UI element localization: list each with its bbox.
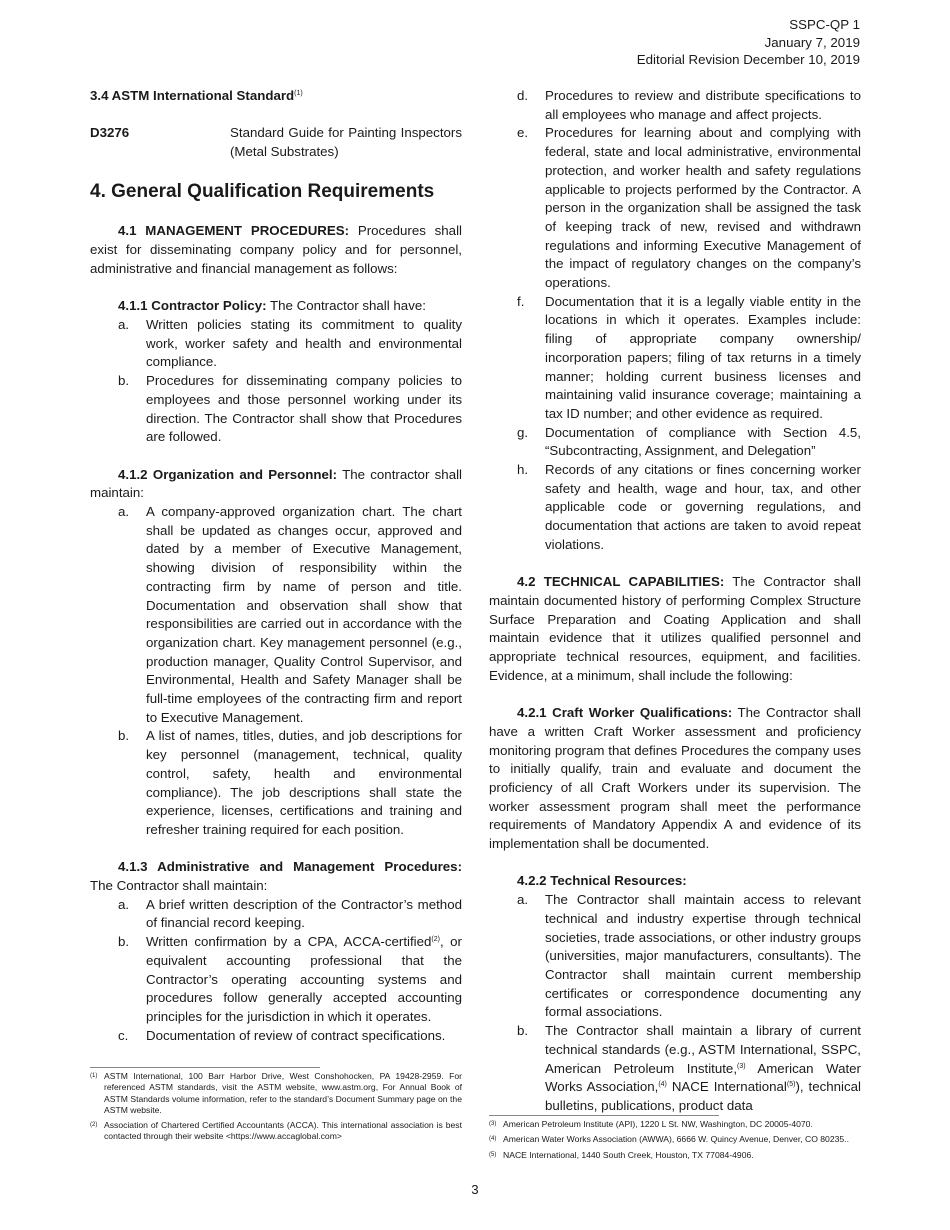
list-item: [489, 424, 861, 461]
list-text: [545, 125, 861, 290]
bold-lead: 4.2.1 Craft Worker Qualifications:: [517, 705, 733, 721]
list-label: e.: [517, 125, 529, 141]
list-text: [146, 1028, 445, 1043]
section-subheading: [90, 87, 462, 106]
list-text: [146, 934, 462, 1024]
body-text: The Contractor shall maintain:: [90, 878, 268, 894]
footnote-ref: (2): [431, 936, 440, 944]
bold-lead: 4.2 TECHNICAL CAPABILITIES:: [517, 574, 725, 590]
page-number: 3: [471, 1182, 479, 1197]
subsection-lead: [90, 297, 462, 316]
list-text: [146, 897, 462, 931]
bold-lead: 4.1.2 Organization and Personnel:: [118, 466, 338, 482]
list-item: [90, 896, 462, 933]
bold-lead: 3.4 ASTM International Standard: [90, 88, 295, 103]
list-label: a.: [517, 892, 529, 908]
list-label: a.: [118, 316, 130, 332]
list-item: [90, 933, 462, 1027]
list-label: b.: [118, 934, 130, 950]
left-column: [90, 87, 462, 1045]
spacer: [489, 555, 861, 574]
list-item: [90, 372, 462, 447]
list-item: [489, 461, 861, 555]
bold-lead: 4.1 MANAGEMENT PROCEDURES:: [118, 223, 350, 239]
footnote-divider: [90, 1067, 320, 1068]
list-item: [90, 503, 462, 727]
footnote-text: American Petroleum Institute (API), 1220 L St. NW, Washington, DC 20005-4070.: [503, 1119, 813, 1129]
subsection-lead: [489, 872, 861, 891]
list-text: [545, 462, 861, 552]
list-label: g.: [517, 424, 529, 440]
footnote-text: American Water Works Association (AWWA), 6666 W. Quincy Avenue, Denver, CO 80235..: [503, 1134, 849, 1145]
body-text: Documentation of review of contract specifications.: [146, 1027, 446, 1043]
body-text: The Contractor shall have a written Craft Worker assessment and proficiency monitoring program that defines Procedures the company uses to initially qualify, train and evaluate and document the proficiency of all Craft Workers under its supervision. The worker assessment program shall meet the performance requirements of Mandatory Appendix A and evidence of its implementation shall be documented.: [489, 705, 861, 852]
body-text: The Contractor shall maintain access to relevant technical and industry expertise through technical societies, trade associations, or other industry groups (universities, major manufacturers, consultants). The Contractor shall maintain current membership certificates or correspondence documenting any formal associations.: [545, 892, 861, 1020]
body-text: The Contractor shall have:: [266, 298, 426, 314]
footnote-ref: (1): [294, 90, 303, 97]
footnote-ref: (3): [737, 1062, 746, 1070]
list-text: [545, 1023, 861, 1113]
right-column: [489, 87, 861, 1116]
list-item: [489, 891, 861, 1022]
footnote-ref: (5): [786, 1081, 796, 1089]
paragraph: [489, 704, 861, 854]
list-text: [545, 294, 861, 421]
list-text: [146, 317, 462, 369]
list-text: [545, 88, 861, 122]
list-item: [90, 727, 462, 839]
list-label: h.: [517, 462, 529, 478]
body-text: Records of any citations or fines concerning worker safety and health, wage and hour, tax, and other applicable code or governing regulations, and documentation that actions are taken to avoid repeat violations.: [545, 462, 861, 552]
standard-title: Standard Guide for Painting Inspectors (Metal Substrates): [230, 125, 462, 160]
footnote: (1) ASTM International, 100 Barr Harbor Drive, West Conshohocken, PA 19428-2959. For referenced ASTM standards, visit the ASTM website, www.astm.org, For Annual Book of ASTM Standards volume information, refer to the standard’s Document Summary page on the ASTM website.: [90, 1071, 462, 1115]
spacer: [90, 840, 462, 859]
standard-definition: [90, 124, 462, 161]
body-text: NACE International: [666, 1079, 787, 1095]
list-item: [489, 124, 861, 292]
list-text: [146, 728, 462, 837]
bold-lead: 4.2.2 Technical Resources:: [517, 873, 687, 889]
standard-code: D3276: [90, 125, 130, 141]
body-text: Procedures to review and distribute specifications to all employees who manage and affect projects.: [545, 88, 861, 122]
bold-lead: 4.1.1 Contractor Policy:: [118, 298, 267, 314]
bold-lead: 4.1.3 Administrative and Management Procedures:: [118, 859, 462, 875]
list-label: a.: [118, 504, 130, 519]
footnote: (4) American Water Works Association (AWWA), 6666 W. Quincy Avenue, Denver, CO 80235..: [489, 1134, 849, 1145]
footnote-text: NACE International, 1440 South Creek, Houston, TX 77084-4906.: [503, 1149, 754, 1160]
body-text: Procedures for learning about and complying with federal, state and local administrative, environmental protection, and worker health and safety regulations applicable to projects performed by the Contractor. A person in the organization shall be assigned the task of keeping track of new, revised and withdrawn regulations and informing Executive Management of the impact of regulatory changes on the company’s operations.: [545, 125, 861, 291]
list-item: [489, 1022, 861, 1116]
doc-date: January 7, 2019: [764, 34, 860, 50]
footnote-ref: (4): [658, 1081, 667, 1089]
footnotes-right: [489, 1119, 861, 1165]
doc-revision: Editorial Revision December 10, 2019: [636, 52, 860, 67]
body-text: A brief written description of the Contractor’s method of financial record keeping.: [146, 896, 462, 931]
list-label: f.: [517, 293, 525, 309]
list-label: d.: [517, 88, 529, 103]
list-item: [489, 87, 861, 124]
spacer: [90, 447, 462, 466]
body-text: Documentation of compliance with Section 4.5, “Subcontracting, Assignment, and Delegation”: [545, 424, 861, 459]
footnotes-left: [90, 1071, 462, 1147]
list-text: [545, 892, 861, 1019]
list-text: [545, 425, 861, 459]
body-text: The Contractor shall maintain documented history of performing Complex Structure Surface Preparation and Coating Application and shall maintain evidence that it utilizes qualified personnel and appropriate technical resources, equipment, and facilities. Evidence, at a minimum, shall include the following:: [489, 574, 861, 683]
list-text: [146, 373, 462, 444]
list-label: c.: [118, 1027, 129, 1043]
section-heading: 4. General Qualification Requirements: [90, 181, 435, 203]
footnote: (5) NACE International, 1440 South Creek, Houston, TX 77084-4906.: [489, 1149, 754, 1160]
list-item: [90, 316, 462, 372]
body-text: A list of names, titles, duties, and job descriptions for key personnel (management, technical, quality control, safety, health and environmental compliance). The job descriptions shall state the experience, licenses, certifications and training and refresher training required for each position.: [146, 728, 462, 837]
body-text: The contractor shall maintain:: [90, 466, 462, 501]
footnote: (2) Association of Chartered Certified Accountants (ACCA). This international association is best contacted through their website <https://www.accaglobal.com>: [90, 1120, 462, 1142]
list-label: b.: [118, 728, 130, 744]
footnote-text: ASTM International, 100 Barr Harbor Drive, West Conshohocken, PA 19428-2959. For referenced ASTM standards, visit the ASTM website, www.astm.org, For Annual Book of ASTM Standards volume information, refer to the standard’s Document Summary page on the ASTM website.: [104, 1071, 462, 1115]
footnote: (3) American Petroleum Institute (API), 1220 L St. NW, Washington, DC 20005-4070.: [489, 1119, 813, 1129]
doc-id: SSPC-QP 1: [789, 17, 860, 32]
list-label: b.: [517, 1023, 529, 1039]
body-text: , or equivalent accounting professional that the Contractor’s operating accounting systems and procedures follow generally accepted accounting principles for the jurisdiction in which it operates.: [146, 934, 462, 1024]
page-header: [637, 16, 860, 69]
body-text: Procedures shall exist for disseminating company policy and for personnel, administrative and financial management as follows:: [90, 223, 462, 276]
footnote-divider: [489, 1115, 719, 1116]
body-text: A company-approved organization chart. The chart shall be updated as changes occur, approved and dated by a member of Executive Management, showing division of responsibility within the contracting firm by name of person and title. Documentation and observation shall show that responsibilities are carried out in accordance with the organization chart. Key management personnel (e.g., production manager, Quality Control Supervisor, and Environmental, Health and Safety Manager shall be full-time employees of the contracting firm and report to Executive Management.: [146, 504, 462, 725]
list-label: b.: [118, 373, 130, 389]
body-text: Written confirmation by a CPA, ACCA-certified: [146, 934, 432, 950]
list-item: [90, 1027, 462, 1046]
body-text: Procedures for disseminating company policies to employees and those personnel working under its direction. The Contractor shall show that Procedures are followed.: [146, 373, 462, 445]
body-text: American Water Works Association,: [545, 1060, 861, 1095]
paragraph: [489, 573, 861, 685]
body-text: Documentation that it is a legally viable entity in the locations in which it operates. Examples include: filing of appropriate company ownership/ incorporation papers; filing of tax returns in a timely manner; holding current business licenses and maintaining valid insurance coverage; maintaining a tax ID number; and other evidence as required.: [545, 293, 861, 421]
list-label: a.: [118, 896, 130, 912]
paragraph: [90, 222, 462, 278]
body-text: The Contractor shall maintain a library of current technical standards (e.g., ASTM International, SSPC, American Petroleum Institute,: [545, 1023, 861, 1076]
list-item: [489, 293, 861, 424]
body-text: ), technical bulletins, publications, product data: [545, 1079, 861, 1113]
paragraph: [90, 466, 462, 503]
list-text: [146, 504, 462, 725]
body-text: Written policies stating its commitment to quality work, worker safety and health and environmental compliance.: [146, 316, 462, 370]
paragraph: [90, 858, 462, 895]
footnote-text: Association of Chartered Certified Accountants (ACCA). This international association is best contacted through their website <https://www.accaglobal.com>: [104, 1120, 462, 1142]
